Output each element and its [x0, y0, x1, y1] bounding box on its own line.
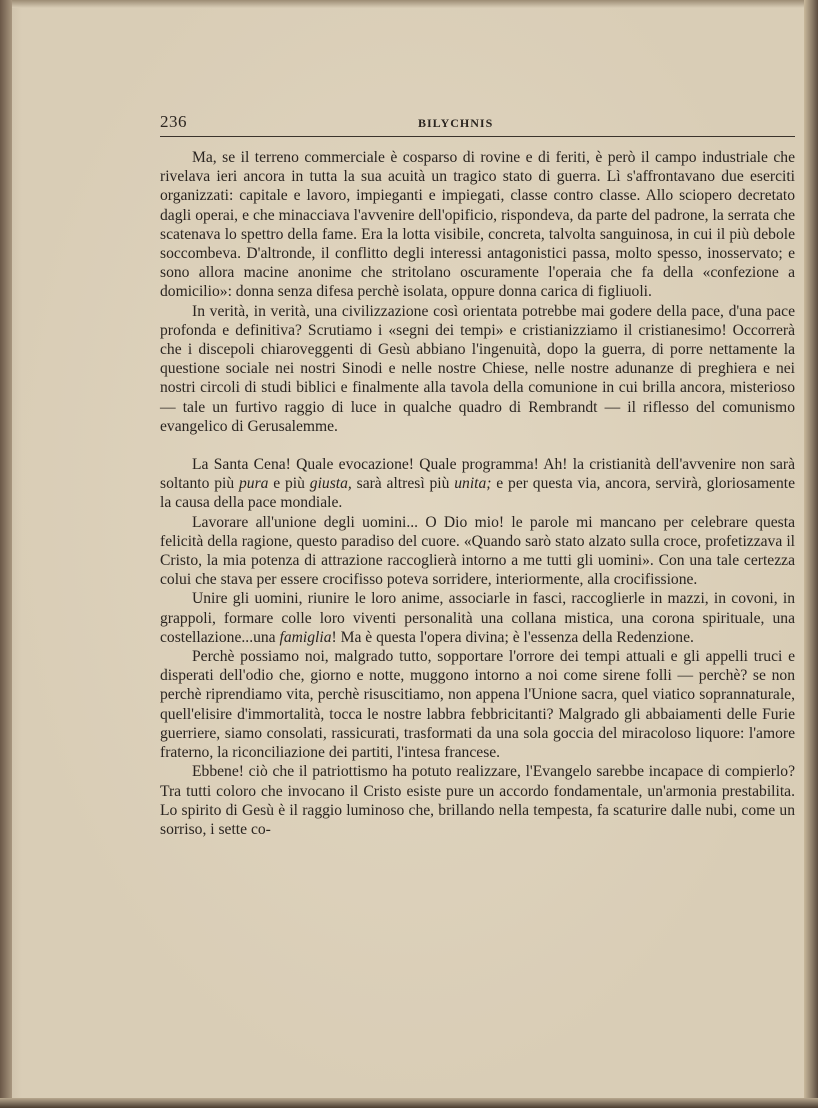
- body-text: [160, 148, 795, 839]
- paragraph: Lavorare all'unione degli uomini... O Dio mio! le parole mi mancano per celebrare questa felicità della ragione, questo paradiso del cuore. «Quando sarò stato alzato sulla croce, profetizzava il Cristo, la mia potenza di attrazione raccoglierà intorno a me tutti gli uomini». Con una tale certezza colui che stava per essere crocifisso poteva sorridere, interiormente, alla crocifissione.: [160, 513, 795, 589]
- paragraph: In verità, in verità, una civilizzazione così orientata potrebbe mai godere della pace, d'una pace profonda e definitiva? Scrutiamo i «segni dei tempi» e cristianizziamo il cristianesimo! Occorrerà che i discepoli chiaroveggenti di Gesù abbiano l'ingenuità, dopo la guerra, di porre nettamente la questione sociale nei nostri Sinodi e nelle nostre Chiese, nelle nostre adunanze di preghiera e nei nostri circoli di studi biblici e finalmente alla tavola della comunione in cui brilla ancora, misterioso — tale un furtivo raggio di luce in qualche quadro di Rembrandt — il riflesso del comunismo evangelico di Gerusalemme.: [160, 302, 795, 435]
- paragraph-text: ! Ma è questa l'opera divina; è l'essenza della Redenzione.: [331, 628, 694, 646]
- paragraph-text: e più: [268, 475, 310, 493]
- page-header: [160, 112, 795, 132]
- paragraph-text: sarà altresì più: [351, 475, 455, 493]
- book-spine-shadow: [0, 0, 12, 1108]
- paragraph: Ma, se il terreno commerciale è cosparso di rovine e di feriti, è però il campo industriale che rivelava ieri ancora in tutta la sua acuità un tragico stato di guerra. Lì s'affrontavano due eserciti organizzati: capitale e lavoro, impieganti e impiegati, classe contro classe. Allo sciopero decretato dagli operai, e che minacciava l'avvenire dell'opificio, rispondeva, da parte del padrone, la serrata che scatenava lo spettro della fame. Era la lotta visibile, concreta, talvolta sanguinosa, in cui il più debole soccombeva. D'altronde, il conflitto degli interessi antagonistici passa, molto spesso, inosservato; e sono allora macine anonime che stritolano oscuramente l'operaia che fa della «confezione a domicilio»: donna senza difesa perchè isolata, oppure donna carica di figliuoli.: [160, 149, 795, 301]
- italic-word: pura: [238, 475, 269, 493]
- page-fore-edge: [804, 0, 818, 1108]
- paragraph: [160, 455, 795, 513]
- paragraph-text: Unire gli uomini, riunire le loro anime, associarle in fasci, raccoglierle in mazzi, in covoni, in grappoli, formare colle loro viventi personalità una collana mistica, una corona spirituale, una costellazione...una: [160, 590, 795, 646]
- page-bottom-edge: [0, 1098, 818, 1108]
- header-rule: [160, 136, 795, 137]
- page-top-edge: [12, 0, 804, 8]
- running-head: BILYCHNIS: [418, 116, 494, 130]
- paragraph: [160, 589, 795, 647]
- paragraph-text: e per questa via, ancora, servirà, gloriosamente la causa della pace mondiale.: [160, 475, 795, 512]
- page-number: 236: [160, 112, 187, 131]
- paragraph: Ebbene! ciò che il patriottismo ha potuto realizzare, l'Evangelo sarebbe incapace di compierlo? Tra tutti coloro che invocano il Cristo esiste pure un accordo fondamentale, un'armonia prestabilita. Lo spirito di Gesù è il raggio luminoso che, brillando nella tempesta, fa scaturire dalle nubi, come un sorriso, i sette co-: [160, 763, 795, 838]
- italic-word: famiglia: [279, 628, 332, 646]
- italic-word: unita;: [454, 475, 492, 493]
- italic-word: giusta,: [309, 475, 352, 493]
- paragraph: Perchè possiamo noi, malgrado tutto, sopportare l'orrore dei tempi attuali e gli appelli truci e disperati dell'odio che, giorno e notte, muggono intorno a noi come sirene folli — perchè? se non perchè riprendiamo vita, perchè risuscitiamo, non appena l'Unione sacra, quel viatico soprannaturale, quell'elisire d'immortalità, tocca le nostre labbra febbricitanti? Malgrado gli abbaiamenti delle Furie guerriere, siamo consolati, rassicurati, trasformati da una sola goccia del miracoloso liquore: l'amore fraterno, la riconciliazione dei partiti, l'intesa francese.: [160, 648, 795, 762]
- paragraph-text: La Santa Cena! Quale evocazione! Quale programma! Ah! la cristianità dell'avvenire non sarà soltanto più: [160, 456, 795, 493]
